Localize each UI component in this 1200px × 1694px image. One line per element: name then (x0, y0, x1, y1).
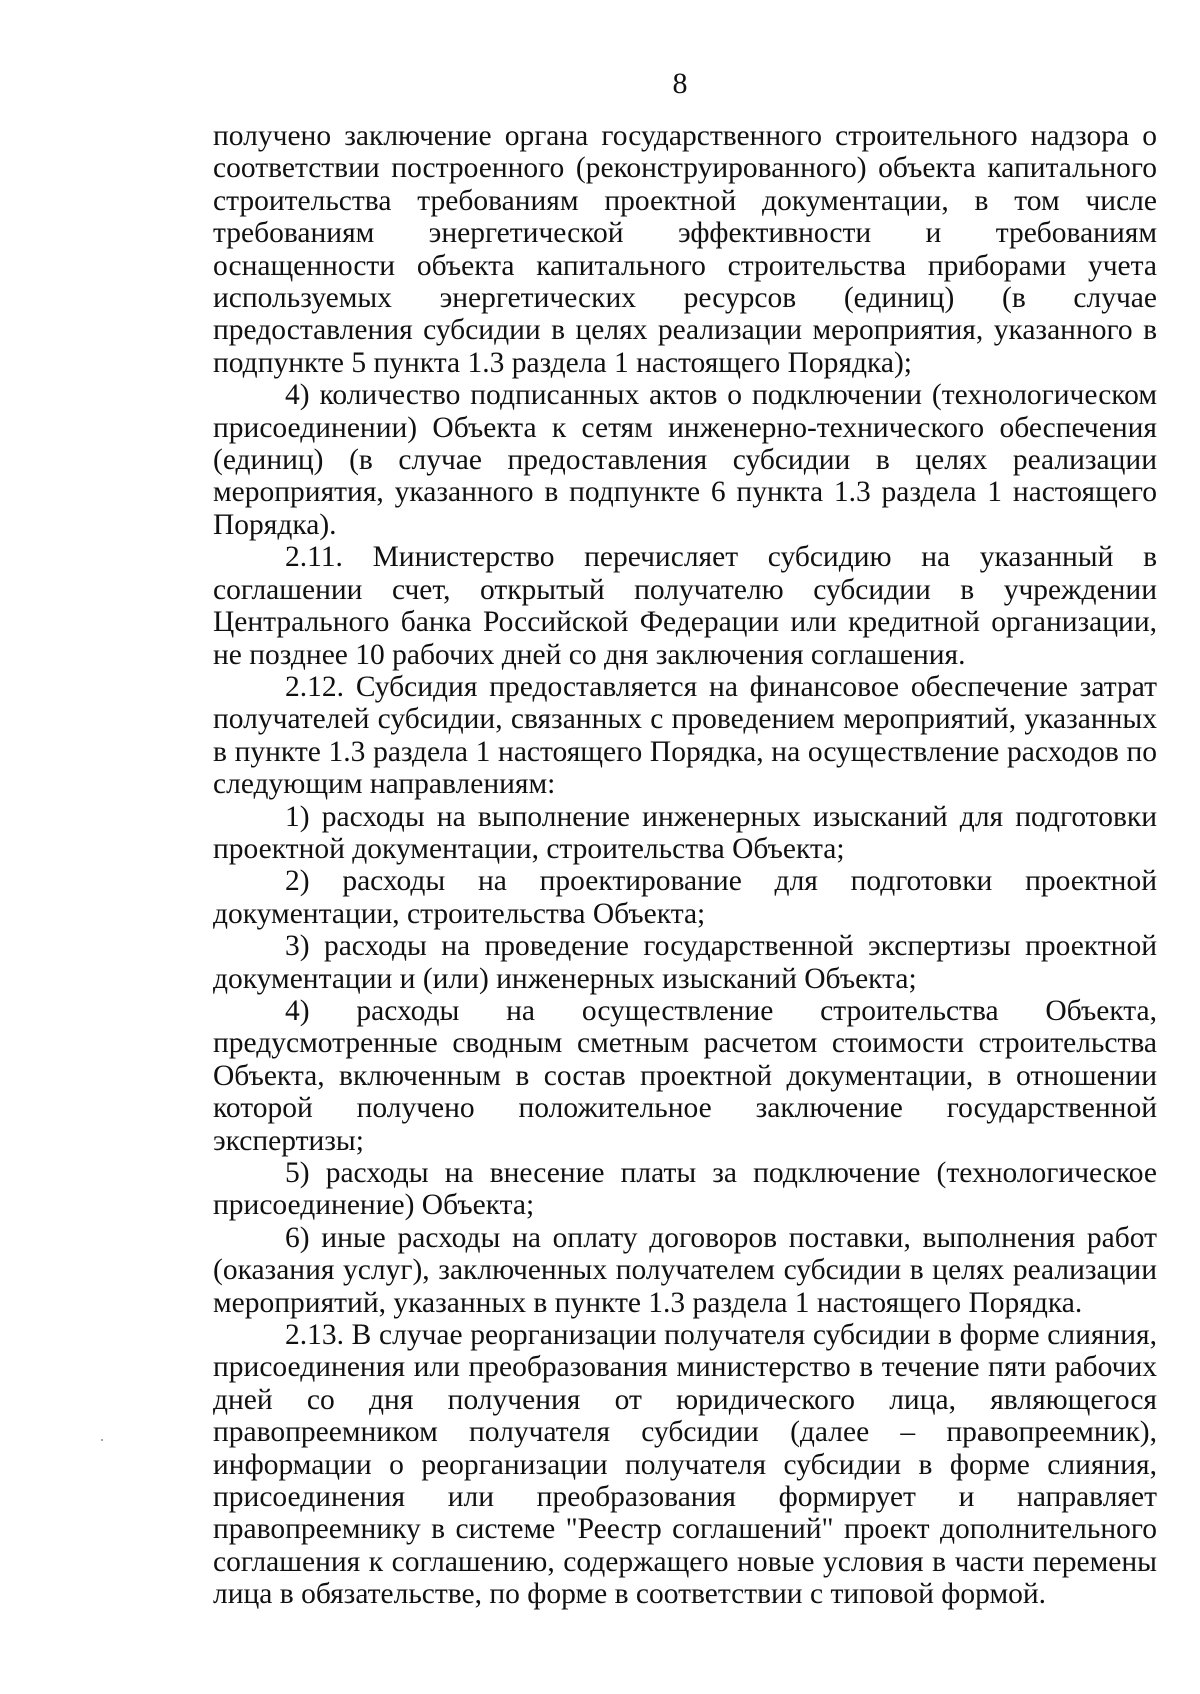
list-item-6: 6) иные расходы на оплату договоров поставки, выполнения работ (оказания услуг), заключенных получателем субсидии в целях реализации мероприятий, указанных в пункте 1.3 раздела 1 настоящего Порядка. (213, 1221, 1157, 1319)
paragraph-continuation: получено заключение органа государственного строительного надзора о соответствии построенного (реконструированного) объекта капитального строительства требованиям проектной документации, в том числе требованиям энергетической эффективности и требованиям оснащенности объекта капитального строительства приборами учета используемых энергетических ресурсов (единиц) (в случае предоставления субсидии в целях реализации мероприятия, указанного в подпункте 5 пункта 1.3 раздела 1 настоящего Порядка); (213, 120, 1157, 379)
paragraph-2-11: 2.11. Министерство перечисляет субсидию на указанный в соглашении счет, открытый получателю субсидии в учреждении Центрального банка Российской Федерации или кредитной организации, не позднее 10 рабочих дней со дня заключения соглашения. (213, 541, 1157, 671)
paragraph-2-13: 2.13. В случае реорганизации получателя субсидии в форме слияния, присоединения или преобразования министерство в течение пяти рабочих дней со дня получения от юридического лица, являющегося правопреемником получателя субсидии (далее – правопреемник), информации о реорганизации получателя субсидии в форме слияния, присоединения или преобразования формирует и направляет правопреемнику в системе "Реестр соглашений" проект дополнительного соглашения к соглашению, содержащего новые условия в части перемены лица в обязательстве, по форме в соответствии с типовой формой. (213, 1319, 1157, 1611)
list-item-3: 3) расходы на проведение государственной экспертизы проектной документации и (или) инженерных изысканий Объекта; (213, 930, 1157, 995)
paragraph-2-12: 2.12. Субсидия предоставляется на финансовое обеспечение затрат получателей субсидии, связанных с проведением мероприятий, указанных в пункте 1.3 раздела 1 настоящего Порядка, на осуществление расходов по следующим направлениям: (213, 670, 1157, 801)
paragraph-item-4: 4) количество подписанных актов о подключении (технологическом присоединении) Объекта к сетям инженерно-технического обеспечения (единиц) (в случае предоставления субсидии в целях реализации мероприятия, указанного в подпункте 6 пункта 1.3 раздела 1 настоящего Порядка). (213, 379, 1157, 541)
document-body (213, 120, 1157, 1611)
page-number: 8 (672, 67, 688, 100)
list-item-2: 2) расходы на проектирование для подготовки проектной документации, строительства Объекта; (213, 865, 1157, 930)
scan-mark (101, 1439, 103, 1441)
list-item-4: 4) расходы на осуществление строительства Объекта, предусмотренные сводным сметным расчетом стоимости строительства Объекта, включенным в состав проектной документации, в отношении которой получено положительное заключение государственной экспертизы; (213, 994, 1157, 1157)
list-item-1: 1) расходы на выполнение инженерных изысканий для подготовки проектной документации, строительства Объекта; (213, 800, 1157, 865)
list-item-5: 5) расходы на внесение платы за подключение (технологическое присоединение) Объекта; (213, 1157, 1157, 1222)
